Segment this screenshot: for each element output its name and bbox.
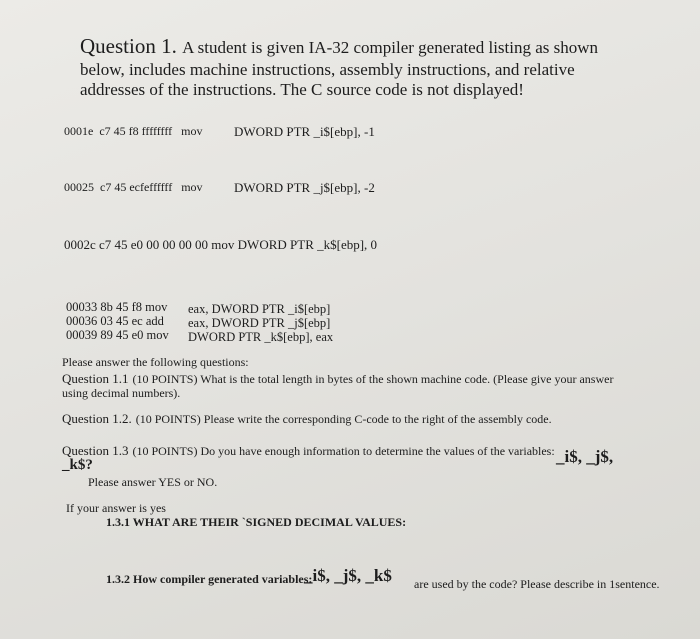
question-1-3-1: 1.3.1 WHAT ARE THEIR `SIGNED DECIMAL VALUES:	[106, 515, 407, 529]
block-instr-right: eax, DWORD PTR _i$[ebp]	[188, 302, 331, 316]
question-1-3-vars: _i$, _j$,	[556, 447, 614, 466]
question-1-3-2-vars: _i$, _j$, _k$	[304, 566, 392, 585]
question-1-1-text-cont: using decimal numbers).	[62, 386, 181, 400]
listing-operands: DWORD PTR _i$[ebp], -1	[234, 124, 375, 139]
question-1-3	[62, 442, 555, 460]
block-instr-left: 00039 89 45 e0 mov	[66, 328, 169, 342]
block-instr-right: eax, DWORD PTR _j$[ebp]	[188, 316, 331, 330]
listing-row	[64, 180, 203, 195]
listing-operands: DWORD PTR _j$[ebp], -2	[234, 180, 375, 195]
listing-op: mov	[181, 124, 203, 138]
question-1-3-2	[106, 570, 312, 588]
question-1-3-text: (10 POINTS) Do you have enough information to determine the values of the variables:	[132, 444, 555, 458]
listing-address: 0001e	[64, 124, 94, 138]
listing-row	[64, 124, 202, 139]
questions-intro: Please answer the following questions:	[62, 355, 249, 369]
question-1-3-2-text: are used by the code? Please describe in 1sentence.	[414, 577, 660, 591]
question-1-2-text: (10 POINTS) Please write the corresponding C-code to the right of the assembly code.	[135, 412, 552, 426]
question-1-2	[62, 410, 552, 428]
question-1-2-label: Question 1.2.	[62, 411, 132, 426]
block-instr-right: DWORD PTR _k$[ebp], eax	[188, 330, 334, 344]
listing-bytes: c7 45 ecfeffffff	[100, 180, 173, 194]
question-number: Question 1.	[80, 34, 177, 58]
question-1-1-text: (10 POINTS) What is the total length in bytes of the shown machine code. (Please give your answer	[132, 372, 614, 386]
if-yes-text: If your answer is yes	[66, 501, 166, 515]
question-intro-line-1: A student is given IA-32 compiler generated listing as shown	[182, 38, 599, 57]
question-intro-line-3: addresses of the instructions. The C source code is not displayed!	[80, 80, 524, 99]
yes-no-prompt: Please answer YES or NO.	[88, 475, 218, 489]
listing-bytes: c7 45 f8 ffffffff	[99, 124, 173, 138]
question-1-3-vars-cont: _k$?	[62, 457, 93, 473]
block-instr-left: 00033 8b 45 f8 mov	[66, 300, 168, 314]
listing-address: 00025	[64, 180, 94, 194]
block-instr-left: 00036 03 45 ec add	[66, 314, 164, 328]
question-1-3-label: Question 1.3	[62, 443, 129, 458]
listing-row: 0002c c7 45 e0 00 00 00 00 mov DWORD PTR _k$[ebp], 0	[64, 237, 378, 252]
question-1-heading	[80, 34, 598, 59]
question-1-3-2-label: 1.3.2 How compiler generated variables:	[106, 572, 313, 586]
listing-op: mov	[181, 180, 203, 194]
question-1-1-label: Question 1.1	[62, 371, 129, 386]
question-intro-line-2: below, includes machine instructions, assembly instructions, and relative	[80, 60, 575, 79]
